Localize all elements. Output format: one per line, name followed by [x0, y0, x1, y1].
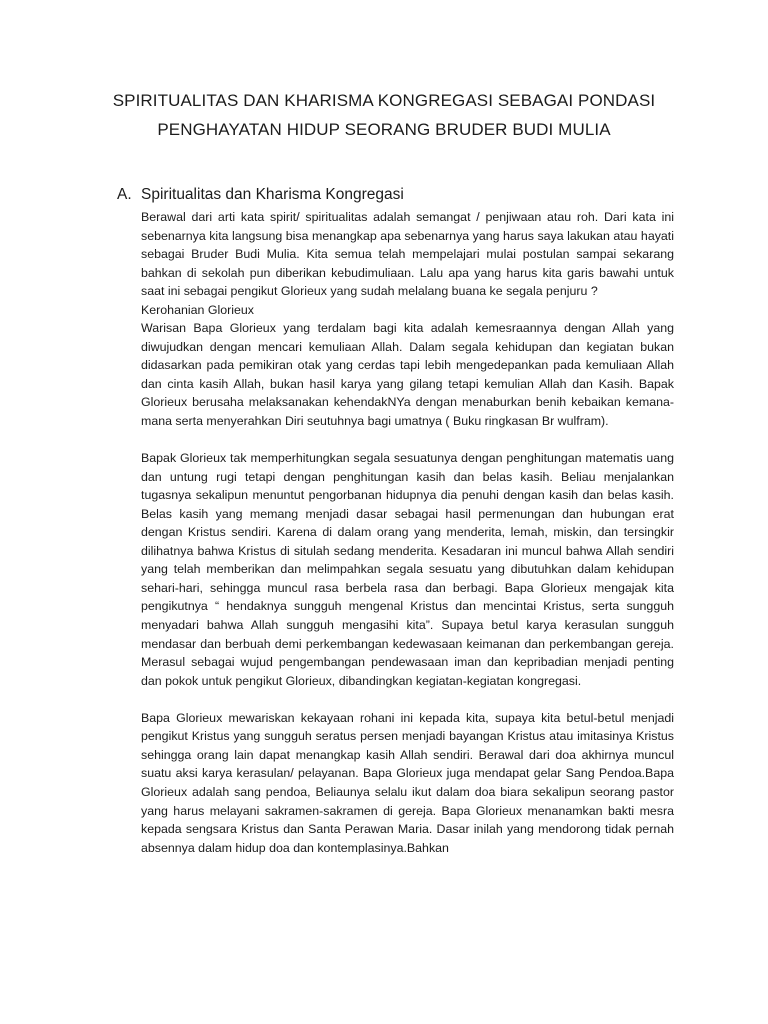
- paragraph-4: Bapa Glorieux mewariskan kekayaan rohani ini kepada kita, supaya kita betul-betul menjadi pengikut Kristus yang sungguh seratus persen menjadi bayangan Kristus atau imitasinya Kristus sehingga orang lain dapat menangkap kasih Allah sendiri. Berawal dari doa akhirnya muncul suatu aksi karya kerasulan/ pelayanan. Bapa Glorieux juga mendapat gelar Sang Pendoa.Bapa Glorieux adalah sang pendoa, Beliaunya selalu ikut dalam doa biara sekalipun seorang pastor yang harus melayani sakramen-sakramen di gereja. Bapa Glorieux menanamkan bakti mesra kepada sengsara Kristus dan Santa Perawan Maria. Dasar inilah yang mendorong tidak pernah absennya dalam hidup doa dan kontemplasinya.Bahkan: [141, 710, 674, 855]
- paragraph-3: Bapak Glorieux tak memperhitungkan segala sesuatunya dengan penghitungan matematis uang dan untung rugi tetapi dengan penghitungan kasih dan belas kasih. Beliau menjalankan tugasnya sekalipun menuntut pengorbanan hidupnya dia penuhi dengan kasih dan belas kasih. Belas kasih yang memang menjadi dasar sebagai hasil permenungan dan hubungan erat dengan Kristus sendiri. Karena di dalam orang yang menderita, lemah, miskin, dan tersingkir dilihatnya bahwa Kristus di situlah sedang menderita. Kesadaran ini muncul bahwa Allah sendiri yang telah memberikan dan melimpahkan segala sesuatu yang dibutuhkan dalam kehidupan sehari-hari, sehingga muncul rasa berbela rasa dan berbagi. Bapa Glorieux mengajak kita pengikutnya “ hendaknya sungguh mengenal Kristus dan mencintai Kristus, serta sungguh menyadari bahwa Allah sungguh mengasihi kita”. Supaya betul karya kerasulan sungguh mendasar dan berbuah demi perkembangan kedewasaan keimanan dan perkembangan gereja. Merasul sebagai wujud pengembangan pendewasaan iman dan kepribadian menjadi penting dan pokok untuk pengikut Glorieux, dibandingkan kegiatan-kegiatan kongregasi.: [141, 451, 674, 688]
- section-heading: [117, 184, 404, 206]
- title-line-2: PENGHAYATAN HIDUP SEORANG BRUDER BUDI MULIA: [157, 120, 611, 139]
- paragraph-gap: [141, 690, 674, 709]
- section-heading-text: Spiritualitas dan Kharisma Kongregasi: [141, 186, 404, 203]
- paragraph-2: Warisan Bapa Glorieux yang terdalam bagi kita adalah kemesraannya dengan Allah yang diwujudkan dengan mencari kemuliaan Allah. Dalam segala kehidupan dan kegiatan bukan didasarkan pada pemikiran otak yang cerdas tapi lebih mengedepankan pada kemuliaan Allah dan cinta kasih Allah, bukan hasil karya yang gilang tetapi kemulian Allah dan Kasih. Bapak Glorieux berusaha melaksanakan kehendakNYa dengan menaburkan benih kebaikan kemana-mana serta menyerahkan Diri seutuhnya bagi umatnya ( Buku ringkasan Br wulfram).: [141, 321, 674, 429]
- document-body: [141, 208, 674, 857]
- document-title: [60, 86, 708, 144]
- section-marker: A.: [117, 186, 132, 203]
- subheading-kerohanian: Kerohanian Glorieux: [141, 302, 254, 317]
- paragraph-1: Berawal dari arti kata spirit/ spiritualitas adalah semangat / penjiwaan atau roh. Dari kata ini sebenarnya kita langsung bisa menangkap apa sebenarnya yang harus saya lakukan atau hayati sebagai Bruder Budi Mulia. Kita semua telah mempelajari mulai postulan sampai sekarang bahkan di sekolah pun diberikan kebudimuliaan. Lalu apa yang harus kita garis bawahi untuk saat ini sebagai pengikut Glorieux yang sudah melalang buana ke segala penjuru ?: [141, 210, 674, 299]
- title-line-1: SPIRITUALITAS DAN KHARISMA KONGREGASI SEBAGAI PONDASI: [112, 91, 656, 110]
- paragraph-gap: [141, 431, 674, 450]
